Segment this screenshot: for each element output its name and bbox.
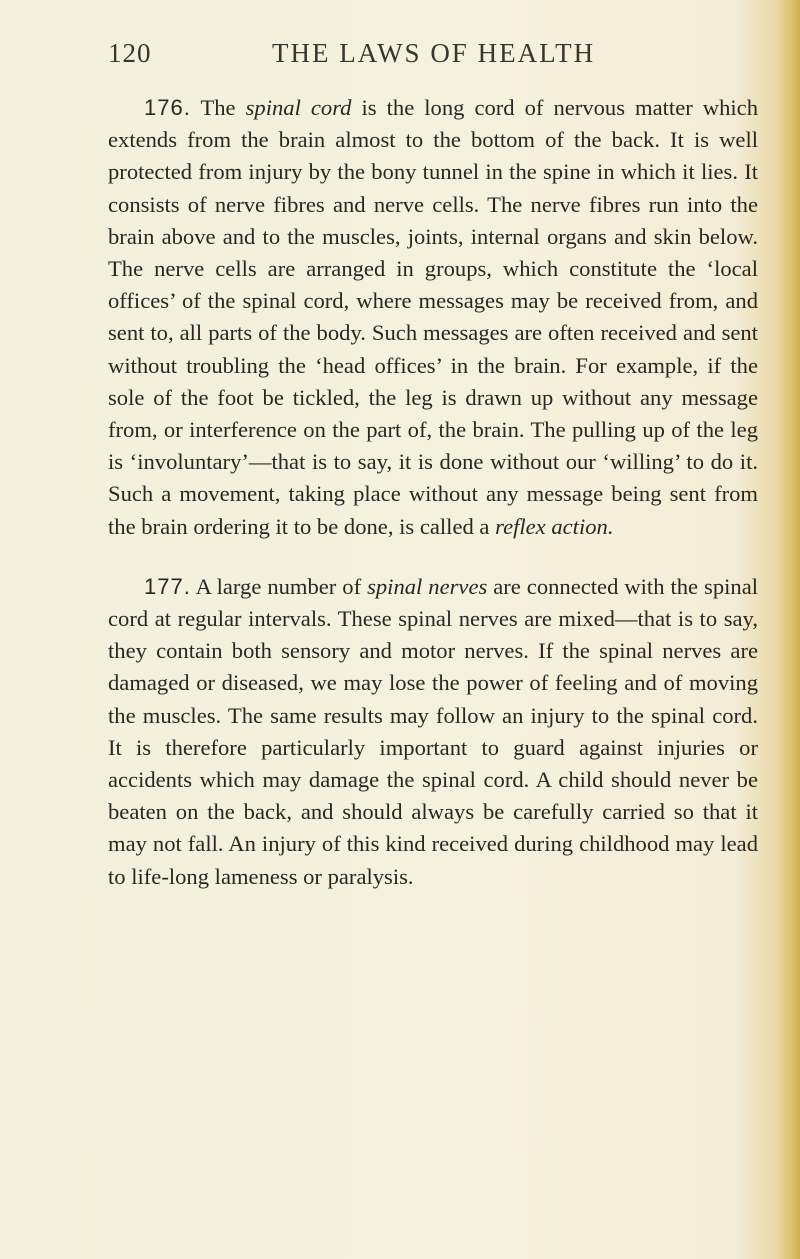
running-title: THE LAWS OF HEALTH (272, 38, 596, 68)
paragraph-number: 176. (144, 95, 191, 120)
term-spinal-nerves: spinal nerves (367, 573, 488, 599)
paragraph-lead: The (200, 95, 246, 120)
body-text (108, 92, 758, 893)
paragraph-176 (108, 92, 758, 543)
paragraph-number: 177. (144, 573, 191, 599)
paragraph-text: is the long cord of nervous matter which extends from the brain almost to the bottom of the back. It is well protected from injury by the bony tunnel in the spine in which it lies. It consists of nerve fibres and nerve cells. The nerve fibres run into the brain above and to the muscles, joints, internal organs and skin below. The nerve cells are arranged in groups, which constitute the ‘local offices’ of the spinal cord, where messages may be received from, and sent to, all parts of the body. Such messages are often received and sent without troubling the ‘head offices’ in the brain. For example, if the sole of the foot be tickled, the leg is drawn up without any message from, or interference on the part of, the brain. The pulling up of the leg is ‘involuntary’—that is to say, it is done without our ‘willing’ to do it. Such a movement, taking place without any message being sent from the brain ordering it to be done, is called a (108, 95, 759, 539)
page-edge-stain (778, 0, 800, 1259)
term-spinal-cord: spinal cord (245, 95, 352, 120)
paragraph-177 (108, 571, 758, 893)
term-reflex-action: reflex action. (495, 513, 614, 539)
paragraph-lead: A large number of (195, 573, 368, 599)
paragraph-text: are connected with the spinal cord at regular intervals. These spinal nerves are mixed—that is to say, they contain both sensory and motor nerves. If the spinal nerves are damaged or diseased, we may lose the power of feeling and of moving the muscles. The same results may follow an injury to the spinal cord. It is therefore particularly important to guard against injuries or accidents which may damage the spinal cord. A child should never be beaten on the back, and should always be carefully carried so that it may not fall. An injury of this kind received during childhood may lead to life-long lameness or paralysis. (108, 573, 759, 889)
page-header (108, 38, 688, 78)
page-number: 120 (108, 38, 152, 68)
